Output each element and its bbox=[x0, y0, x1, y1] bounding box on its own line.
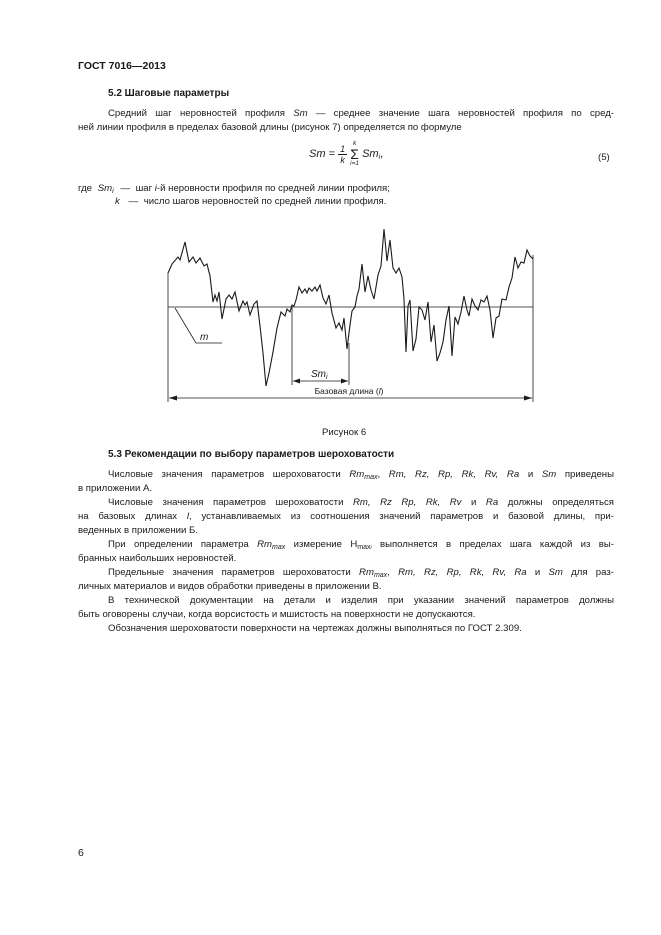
para-5-3-1-line1: Числовые значения параметров шероховатости $Rm_{max}$, Rm, Rz, Rp, Rk, Rv, Ra и Sm приведены bbox=[108, 469, 614, 481]
label-base-length: Базовая длина (l) bbox=[314, 386, 384, 396]
where-line1: где $Sm_i$ — шаг i-й неровности профиля по средней линии профиля; bbox=[78, 183, 390, 195]
figure-profile bbox=[160, 222, 545, 412]
page-number: 6 bbox=[78, 847, 84, 859]
para-5-2-line1: Средний шаг неровностей профиля Sm — среднее значение шага неровностей профиля по сред- bbox=[108, 108, 614, 119]
para-5-3-6: Обозначения шероховатости поверхности на чертежах должны выполняться по ГОСТ 2.309. bbox=[108, 623, 522, 634]
para-5-3-4-line1: Предельные значения параметров шероховатости $Rm_{max}$, Rm, Rz, Rp, Rk, Rv, Ra и Sm для раз- bbox=[108, 567, 614, 579]
section-5-2-heading: 5.2 Шаговые параметры bbox=[108, 88, 230, 99]
para-5-3-5-line1: В технической документации на детали и изделия при указании значений параметров должны bbox=[108, 595, 614, 606]
document-header: ГОСТ 7016—2013 bbox=[78, 60, 166, 72]
para-5-3-1-line2: в приложении А. bbox=[78, 483, 153, 494]
formula-sm: Sm = $\frac{1}{k}$ k Σ i=1 $Sm_i$, bbox=[309, 140, 384, 167]
para-5-3-5-line2: быть оговорены случаи, когда ворсистость и мшистость на поверхности не допускаются. bbox=[78, 609, 476, 620]
where-line2: k — число шагов неровностей по средней линии профиля. bbox=[115, 196, 387, 207]
label-smi: $Sm_i$ bbox=[311, 369, 328, 381]
figure-caption: Рисунок 6 bbox=[322, 427, 367, 438]
section-5-3-heading: 5.3 Рекомендации по выбору параметров шероховатости bbox=[108, 449, 395, 460]
m-leader bbox=[175, 308, 222, 343]
para-5-3-2-line1: Числовые значения параметров шероховатости Rm, Rz Rp, Rk, Rv и Ra должны определяться bbox=[108, 497, 614, 508]
label-m: m bbox=[200, 332, 209, 343]
para-5-3-4-line2: личных материалов и видов обработки приведены в приложении В. bbox=[78, 581, 382, 592]
roughness-profile-line bbox=[168, 229, 533, 386]
para-5-3-3-line1: При определении параметра $Rm_{max}$ измерение $H_{maxi}$ выполняется в пределах шага каждой из вы- bbox=[108, 539, 614, 551]
para-5-3-2-line2: на базовых длинах l, устанавливаемых из соотношения значений параметров и базовой длины, при- bbox=[78, 511, 614, 522]
formula-number: (5) bbox=[598, 152, 610, 163]
para-5-3-2-line3: веденных в приложении Б. bbox=[78, 525, 198, 536]
para-5-3-3-line2: бранных наибольших неровностей. bbox=[78, 553, 237, 564]
para-5-2-line2: ней линии профиля в пределах базовой длины (рисунок 7) определяется по формуле bbox=[78, 122, 462, 133]
